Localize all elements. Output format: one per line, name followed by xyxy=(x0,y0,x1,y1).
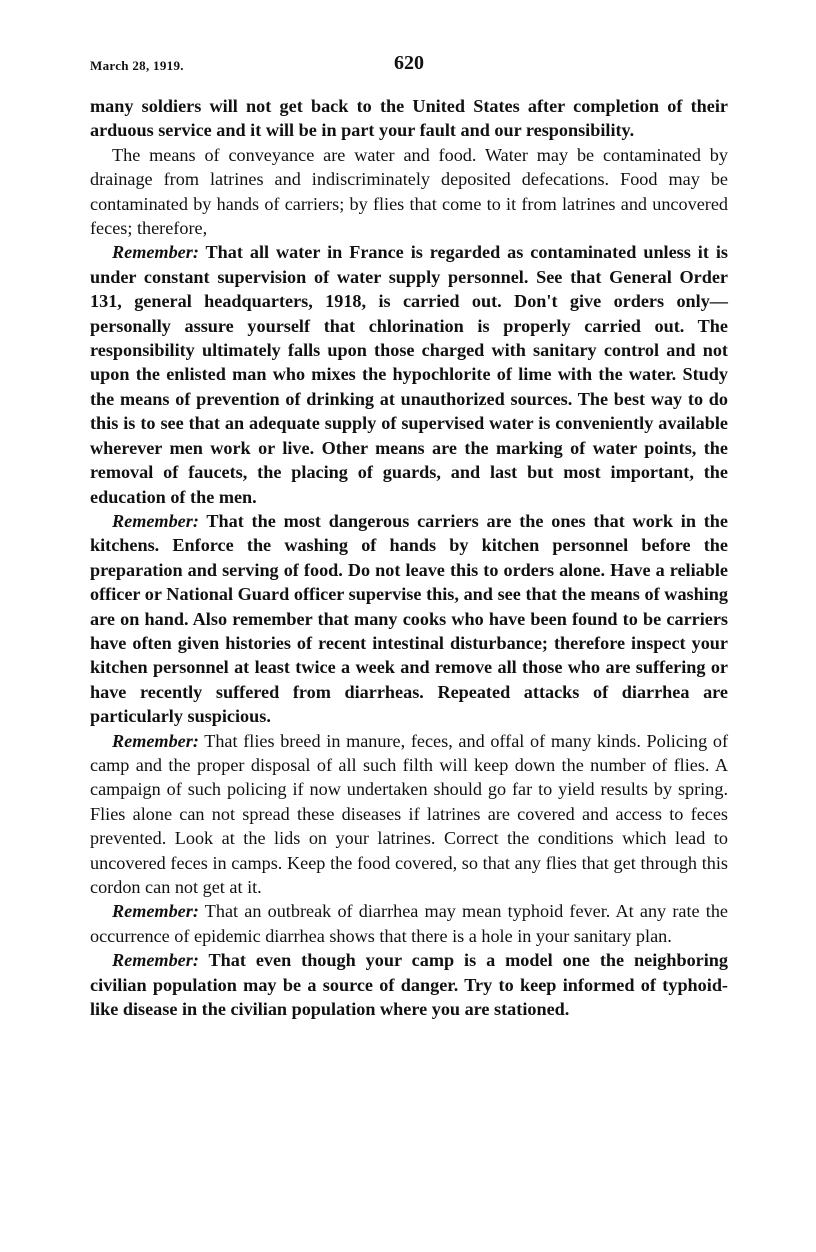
paragraph-text: That an outbreak of diarrhea may mean typhoid fever. At any rate the occurrence of epidemic diarrhea shows that there is a hole in your sanitary plan. xyxy=(90,901,728,946)
remember-lead: Remember: xyxy=(112,510,199,531)
paragraph-remember-kitchens xyxy=(90,509,728,729)
body-text xyxy=(90,94,728,1021)
header-date: March 28, 1919. xyxy=(90,58,184,73)
paragraph-means-of-conveyance xyxy=(90,143,728,241)
remember-lead: Remember: xyxy=(112,730,199,751)
paragraph-continuation xyxy=(90,94,728,143)
page-header xyxy=(90,52,730,82)
remember-lead: Remember: xyxy=(112,901,199,922)
paragraph-remember-water xyxy=(90,240,728,508)
remember-lead: Remember: xyxy=(112,950,199,971)
paragraph-text: many soldiers will not get back to the United States after completion of their arduous service and it will be in part your fault and our responsibility. xyxy=(90,96,728,141)
paragraph-remember-outbreak xyxy=(90,899,728,948)
paragraph-text: That the most dangerous carriers are the ones that work in the kitchens. Enforce the washing of hands by kitchen personnel before the preparation and serving of food. Do not leave this to orders alone. Have a reliable officer or National Guard officer supervise this, and see that the means of washing are on hand. Also remember that many cooks who have been found to be carriers have often given histories of recent intestinal disturbance; therefore inspect your kitchen personnel at least twice a week and remove all those who are suffering or have recently suffered from diarrheas. Repeated attacks of diarrhea are particularly suspicious. xyxy=(90,510,728,727)
paragraph-remember-civilian xyxy=(90,948,728,1021)
paragraph-text: That flies breed in manure, feces, and offal of many kinds. Policing of camp and the proper disposal of all such filth will keep down the number of flies. A campaign of such policing if now undertaken should go far to yield results by spring. Flies alone can not spread these diseases if latrines are covered and access to feces prevented. Look at the lids on your latrines. Correct the conditions which lead to uncovered feces in camps. Keep the food covered, so that any flies that get through this cordon can not get at it. xyxy=(90,730,728,897)
paragraph-text: That all water in France is regarded as contaminated unless it is under constant supervision of water supply personnel. See that General Order 131, general headquarters, 1918, is carried out. Don't give orders only—personally assure yourself that chlorination is properly carried out. The responsibility ultimately falls upon those charged with sanitary control and not upon the enlisted man who mixes the hypochlorite of lime with the water. Study the means of prevention of drinking at unauthorized sources. The best way to do this is to see that an adequate supply of supervised water is conveniently available wherever men work or live. Other means are the marking of water points, the removal of faucets, the placing of guards, and last but most important, the education of the men. xyxy=(90,242,728,507)
remember-lead: Remember: xyxy=(112,242,199,263)
paragraph-remember-flies xyxy=(90,729,728,900)
paragraph-text: That even though your camp is a model one the neighboring civilian population may be a source of danger. Try to keep informed of typhoid-like disease in the civilian population where you are stationed. xyxy=(90,950,728,1020)
page-number: 620 xyxy=(394,52,424,74)
paragraph-text: The means of conveyance are water and food. Water may be contaminated by drainage from latrines and indiscriminately deposited defecations. Food may be contaminated by hands of carriers; by flies that come to it from latrines and uncovered feces; therefore, xyxy=(90,144,728,239)
